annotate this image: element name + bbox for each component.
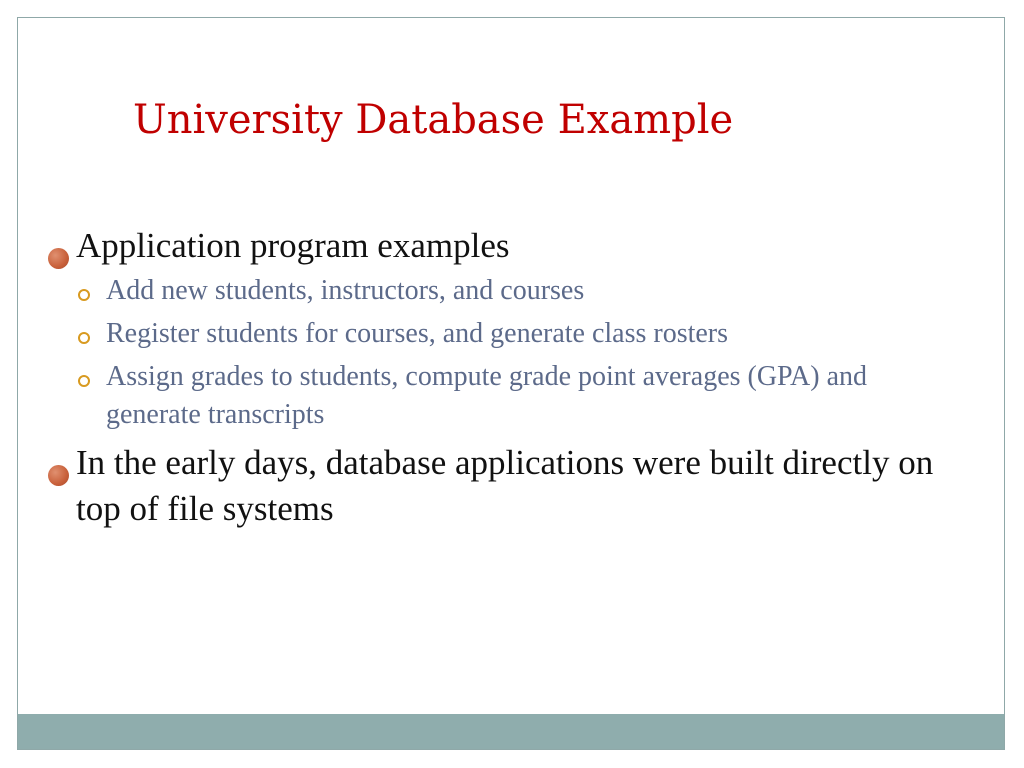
sub-bullet-list [46,272,946,434]
bullet-text: In the early days, database applications were built directly on top of file systems [76,443,934,528]
hollow-ring-bullet-icon [78,332,90,344]
hollow-ring-bullet-icon [78,375,90,387]
bullet-item [46,440,946,532]
bullet-item [46,223,946,269]
footer-band [18,714,1004,749]
sub-bullet-item [46,315,946,353]
slide-frame [17,17,1005,750]
sub-bullet-text: Add new students, instructors, and courses [106,275,585,306]
hollow-ring-bullet-icon [78,289,90,301]
slide-title: University Database Example [133,97,734,143]
sub-bullet-text: Register students for courses, and generate class rosters [106,318,729,349]
slide-content [46,223,946,532]
sub-bullet-text: Assign grades to students, compute grade point averages (GPA) and generate transcripts [106,361,868,430]
filled-circle-bullet-icon [48,465,69,486]
filled-circle-bullet-icon [48,248,69,269]
sub-bullet-item [46,358,946,434]
sub-bullet-item [46,272,946,310]
bullet-text: Application program examples [76,226,510,265]
